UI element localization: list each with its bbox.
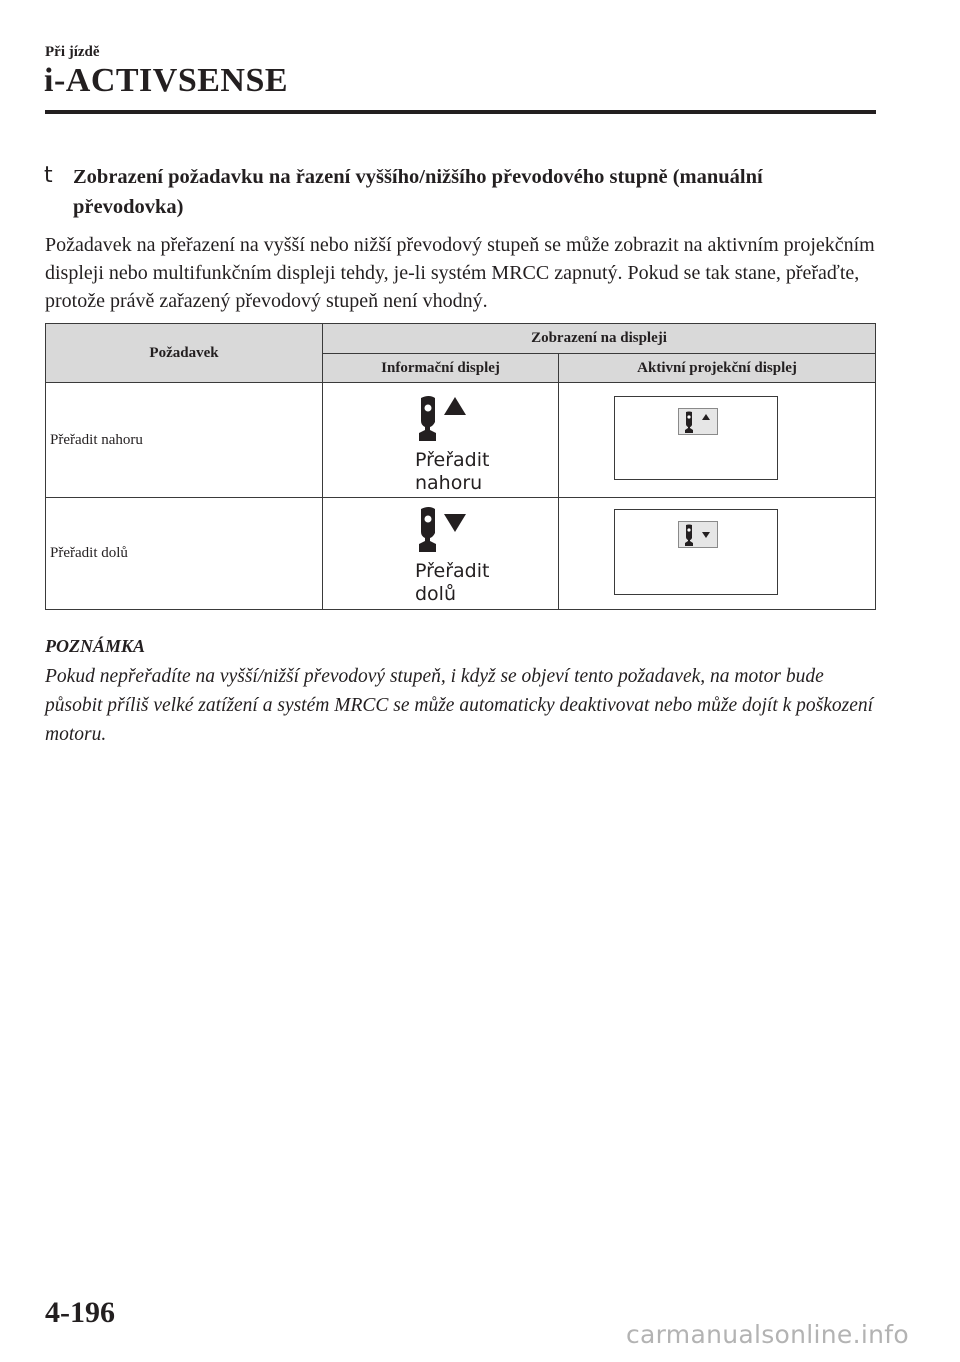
col-header-hud-display: Aktivní projekční displej xyxy=(559,354,876,383)
note-title: POZNÁMKA xyxy=(45,636,146,656)
page-title: i-ACTIVSENSE xyxy=(44,62,289,99)
col-header-display-group: Zobrazení na displeji xyxy=(323,324,876,354)
hud-display-shift-up xyxy=(559,383,876,498)
info-display-text-line1: Přeřadit xyxy=(415,449,490,471)
hud-gear-shift-down-icon xyxy=(678,521,718,548)
title-divider xyxy=(45,110,876,114)
gear-shift-down-icon xyxy=(415,506,485,556)
info-display-text-line2: dolů xyxy=(415,583,457,605)
col-header-request: Požadavek xyxy=(46,324,323,383)
info-display-text-line2: nahoru xyxy=(415,472,483,494)
info-display-text-line1: Přeřadit xyxy=(415,560,490,582)
row-label-shift-down: Přeřadit dolů xyxy=(46,498,323,610)
page-number: 4-196 xyxy=(45,1296,115,1329)
shift-request-table xyxy=(45,323,876,610)
breadcrumb: Při jízdě xyxy=(45,44,100,60)
col-header-info-display: Informační displej xyxy=(323,354,559,383)
row-label-shift-up: Přeřadit nahoru xyxy=(46,383,323,498)
hud-display-shift-down xyxy=(559,498,876,610)
hud-frame xyxy=(614,396,778,480)
gear-shift-up-icon xyxy=(415,395,485,445)
body-paragraph: Požadavek na přeřazení na vyšší nebo nižší převodový stupeň se může zobrazit na aktivním projekčním displeji nebo multifunkčním displeji tehdy, je-li systém MRCC zapnutý. Pokud se tak stane, přeřaďte, protože právě zařazený převodový stupeň není vhodný. xyxy=(45,234,875,312)
info-display-shift-up xyxy=(323,383,559,498)
table-row-shift-down xyxy=(46,498,876,610)
section-heading: Zobrazení požadavku na řazení vyššího/nižšího převodového stupně (manuální převodovka) xyxy=(73,166,763,218)
hud-gear-shift-up-icon xyxy=(678,408,718,435)
watermark: carmanualsonline.info xyxy=(626,1320,909,1349)
table-row-shift-up xyxy=(46,383,876,498)
hud-frame xyxy=(614,509,778,595)
info-display-shift-down xyxy=(323,498,559,610)
section-bullet: t xyxy=(44,163,53,188)
note-text: Pokud nepřeřadíte na vyšší/nižší převodový stupeň, i když se objeví tento požadavek, na motor bude působit příliš velké zatížení a systém MRCC se může automaticky deaktivovat nebo může dojít k poškození motoru. xyxy=(45,666,874,745)
